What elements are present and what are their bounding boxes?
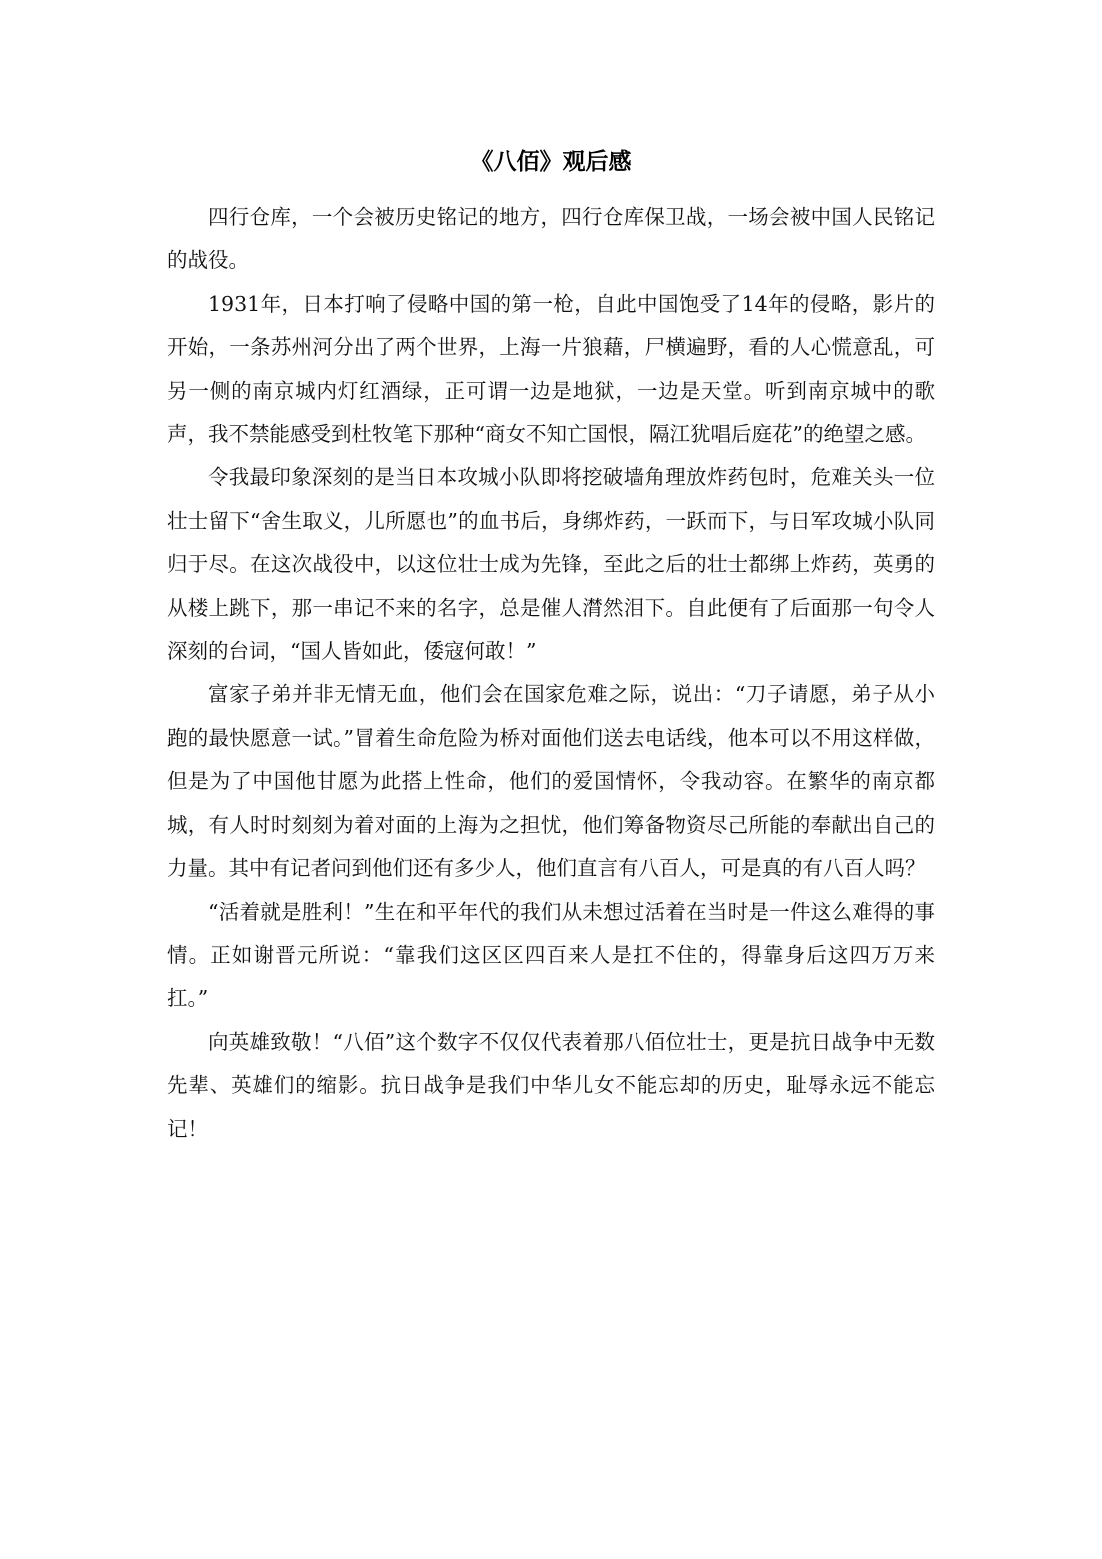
paragraph: 富家子弟并非无情无血，他们会在国家危难之际，说出：“刀子请愿，弟子从小跑的最快愿意一试。”冒着生命危险为桥对面他们送去电话线，他本可以不用这样做，但是为了中国他甘愿为此搭上性命，他们的爱国情怀，令我动容。在繁华的南京都城，有人时时刻刻为着对面的上海为之担忧，他们筹备物资尽己所能的奉献出自己的力量。其中有记者问到他们还有多少人，他们直言有八百人，可是真的有八百人吗？ xyxy=(167,682,935,881)
paragraph: 1931年，日本打响了侵略中国的第一枪，自此中国饱受了14年的侵略，影片的开始，一条苏州河分出了两个世界，上海一片狼藉，尸横遍野，看的人心慌意乱，可另一侧的南京城内灯红酒绿，正可谓一边是地狱，一边是天堂。听到南京城中的歌声，我不禁能感受到杜牧笔下那种“商女不知亡国恨，隔江犹唱后庭花”的绝望之感。 xyxy=(167,291,935,447)
paragraph: 向英雄致敬！“八佰”这个数字不仅仅代表着那八佰位壮士，更是抗日战争中无数先辈、英雄们的缩影。抗日战争是我们中华儿女不能忘却的历史，耻辱永远不能忘记！ xyxy=(167,1029,935,1141)
paragraph: 令我最印象深刻的是当日本攻城小队即将挖破墙角理放炸药包时，危难关头一位壮士留下“舍生取义，儿所愿也”的血书后，身绑炸药，一跃而下，与日军攻城小队同归于尽。在这次战役中，以这位壮士成为先锋，至此之后的壮士都绑上炸药，英勇的从楼上跳下，那一串记不来的名字，总是催人潸然泪下。自此便有了后面那一句令人深刻的台词，“国人皆如此，倭寇何敢！” xyxy=(167,465,935,664)
document-body xyxy=(167,196,935,1151)
document-title: 《八佰》观后感 xyxy=(470,148,632,175)
paragraph: “活着就是胜利！”生在和平年代的我们从未想过活着在当时是一件这么难得的事情。正如谢晋元所说：“靠我们这区区四百来人是扛不住的，得靠身后这四万万来扛。” xyxy=(167,899,935,1011)
paragraph: 四行仓库，一个会被历史铭记的地方，四行仓库保卫战，一场会被中国人民铭记的战役。 xyxy=(167,205,935,273)
